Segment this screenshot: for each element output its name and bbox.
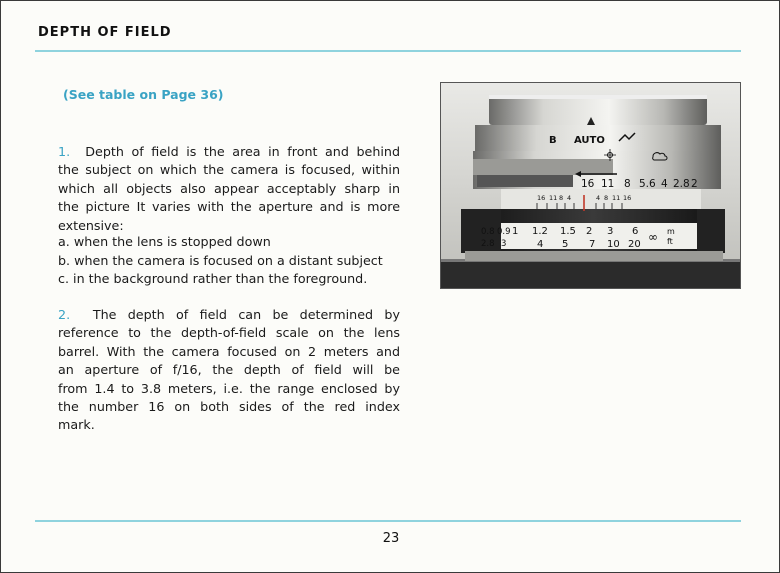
paragraph-1-line: the picture It varies with the aperture and is more — [58, 199, 400, 215]
distance-feet-value: 2.8 — [481, 239, 495, 249]
lens-illustration — [441, 83, 741, 289]
dof-right-value: 11 — [612, 194, 621, 202]
distance-feet-value: 20 — [628, 239, 641, 250]
aperture-value: 2 — [691, 178, 698, 190]
distance-meter-value: 1 — [512, 226, 519, 237]
distance-meter-value: 3 — [607, 226, 614, 237]
aperture-value: 4 — [661, 178, 668, 190]
paragraph-2-line: 2. The depth of field can be determined by — [58, 307, 400, 322]
list-item: c. in the background rather than the foreground. — [58, 271, 368, 287]
list-item: a. when the lens is stopped down — [58, 234, 271, 249]
list-item: b. when the camera is focused on a distant subject — [58, 252, 383, 268]
paragraph-1-line: 1. Depth of field is the area in front and behind — [58, 144, 400, 159]
page-title: DEPTH OF FIELD — [38, 25, 172, 40]
distance-feet-value: 7 — [589, 239, 596, 250]
dof-right-value: 4 — [596, 194, 601, 202]
paragraph-2-line: the number 16 on both sides of the red index — [58, 399, 400, 415]
footer-rule — [35, 520, 741, 522]
distance-meter-value: 1.2 — [532, 226, 548, 237]
page-number: 23 — [382, 531, 400, 546]
paragraph-1-line: the subject on which the camera is focused, within — [58, 162, 400, 178]
distance-meter-value: 0.8 — [481, 227, 495, 237]
paragraph-1 — [58, 143, 400, 235]
distance-feet-value: 4 — [537, 239, 544, 250]
aperture-value: 16 — [581, 178, 595, 190]
mode-label-auto: AUTO — [574, 135, 605, 146]
paragraph-2 — [58, 306, 400, 435]
header-rule — [35, 50, 741, 52]
distance-meter-value: 0.9 — [497, 227, 511, 237]
camera-body — [441, 259, 741, 289]
aperture-value: 5.6 — [639, 178, 656, 190]
aperture-value: 8 — [624, 178, 631, 190]
distance-meter-value: m — [667, 227, 675, 236]
aperture-value: 11 — [601, 178, 615, 190]
lens-mount — [465, 251, 723, 261]
lens-photo — [440, 82, 741, 289]
distance-meter-value: 1.5 — [560, 226, 576, 237]
lens-hood — [489, 95, 707, 125]
dof-right-value: 8 — [604, 194, 609, 202]
dof-scale-band — [501, 189, 701, 209]
paragraph-2-line: from 1.4 to 3.8 meters, i.e. the range enclosed by — [58, 380, 400, 396]
paragraph-2-line: reference to the depth-of-field scale on the lens — [58, 325, 400, 341]
grip-knurling — [477, 175, 573, 187]
dof-left-value: 16 — [537, 194, 546, 202]
dof-left-value: 8 — [559, 194, 564, 202]
condition-list — [58, 233, 400, 289]
paragraph-1-line: which all objects also appear acceptably sharp in — [58, 180, 400, 196]
dof-right-value: 16 — [623, 194, 632, 202]
paragraph-2-line: barrel. With the camera focused on 2 meters and — [58, 343, 400, 359]
paragraph-1-line: extensive: — [58, 217, 124, 233]
see-table-reference: (See table on Page 36) — [63, 87, 224, 102]
paragraph-number: 1. — [58, 144, 71, 159]
aperture-value: 2.8 — [673, 178, 690, 190]
distance-feet-value: 10 — [607, 239, 620, 250]
dof-left-value: 4 — [567, 194, 572, 202]
paragraph-number: 2. — [58, 307, 71, 322]
distance-meter-value: ∞ — [648, 230, 658, 244]
distance-meter-value: 2 — [586, 226, 593, 237]
distance-feet-value: ft — [667, 237, 673, 246]
mode-label-b: B — [549, 135, 557, 146]
distance-feet-value: 5 — [562, 239, 569, 250]
dof-left-value: 11 — [549, 194, 558, 202]
paragraph-2-line: an aperture of f/16, the depth of field will be — [58, 362, 400, 378]
distance-feet-value: 3 — [501, 239, 507, 249]
distance-meter-value: 6 — [632, 226, 639, 237]
paragraph-2-line: mark. — [58, 417, 95, 433]
